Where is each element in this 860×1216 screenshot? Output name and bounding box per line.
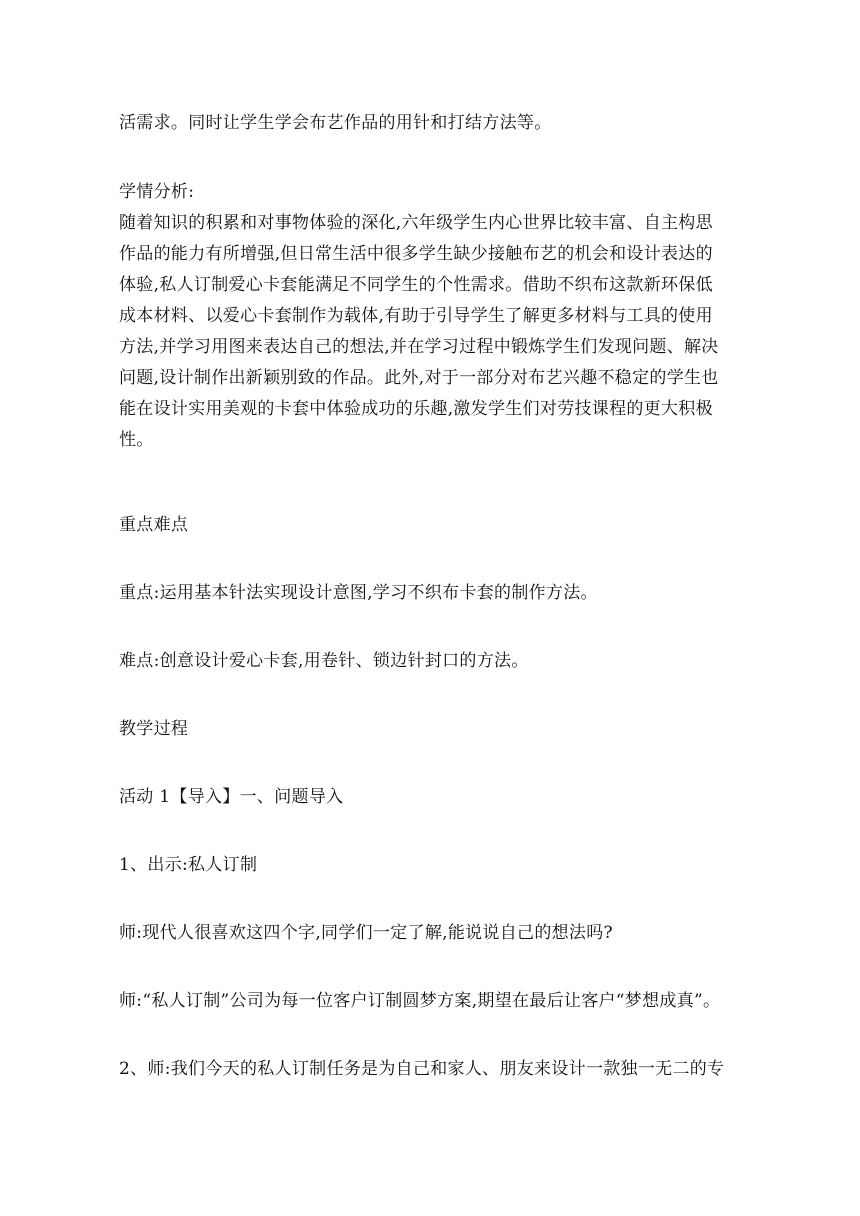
teacher-line: 师:“私人订制”公司为每一位客户订制圆梦方案,期望在最后让客户“梦想成真”。 [119, 991, 721, 1011]
analysis-line: 能在设计实用美观的卡套中体验成功的乐趣,激发学生们对劳技课程的更大积极 [119, 399, 713, 419]
key-points-heading: 重点难点 [119, 515, 189, 535]
analysis-line: 方法,并学习用图来表达自己的想法,并在学习过程中锻炼学生们发现问题、解决 [119, 337, 719, 357]
step-line: 1、出示:私人订制 [119, 855, 258, 875]
analysis-line: 随着知识的积累和对事物体验的深化,六年级学生内心世界比较丰富、自主构思 [119, 213, 713, 233]
intro-tail-line: 活需求。同时让学生学会布艺作品的用针和打结方法等。 [119, 113, 552, 133]
key-point-line: 重点:运用基本针法实现设计意图,学习不织布卡套的制作方法。 [119, 583, 598, 603]
teacher-line: 师:现代人很喜欢这四个字,同学们一定了解,能说说自己的想法吗? [119, 923, 613, 943]
analysis-line: 体验,私人订制爱心卡套能满足不同学生的个性需求。借助不织布这款新环保低 [119, 275, 713, 295]
difficulty-line: 难点:创意设计爱心卡套,用卷针、锁边针封口的方法。 [119, 651, 529, 671]
analysis-line: 性。 [119, 430, 154, 450]
analysis-line: 作品的能力有所增强,但日常生活中很多学生缺少接触布艺的机会和设计表达的 [119, 244, 713, 264]
process-heading: 教学过程 [119, 719, 189, 739]
step-line: 2、师:我们今天的私人订制任务是为自己和家人、朋友来设计一款独一无二的专 [119, 1059, 725, 1079]
analysis-heading: 学情分析: [119, 182, 195, 202]
analysis-line: 问题,设计制作出新颖别致的作品。此外,对于一部分对布艺兴趣不稳定的学生也 [119, 368, 719, 388]
analysis-line: 成本材料、以爱心卡套制作为载体,有助于引导学生了解更多材料与工具的使用 [119, 306, 713, 326]
activity-heading: 活动 1【导入】一、问题导入 [119, 787, 344, 807]
